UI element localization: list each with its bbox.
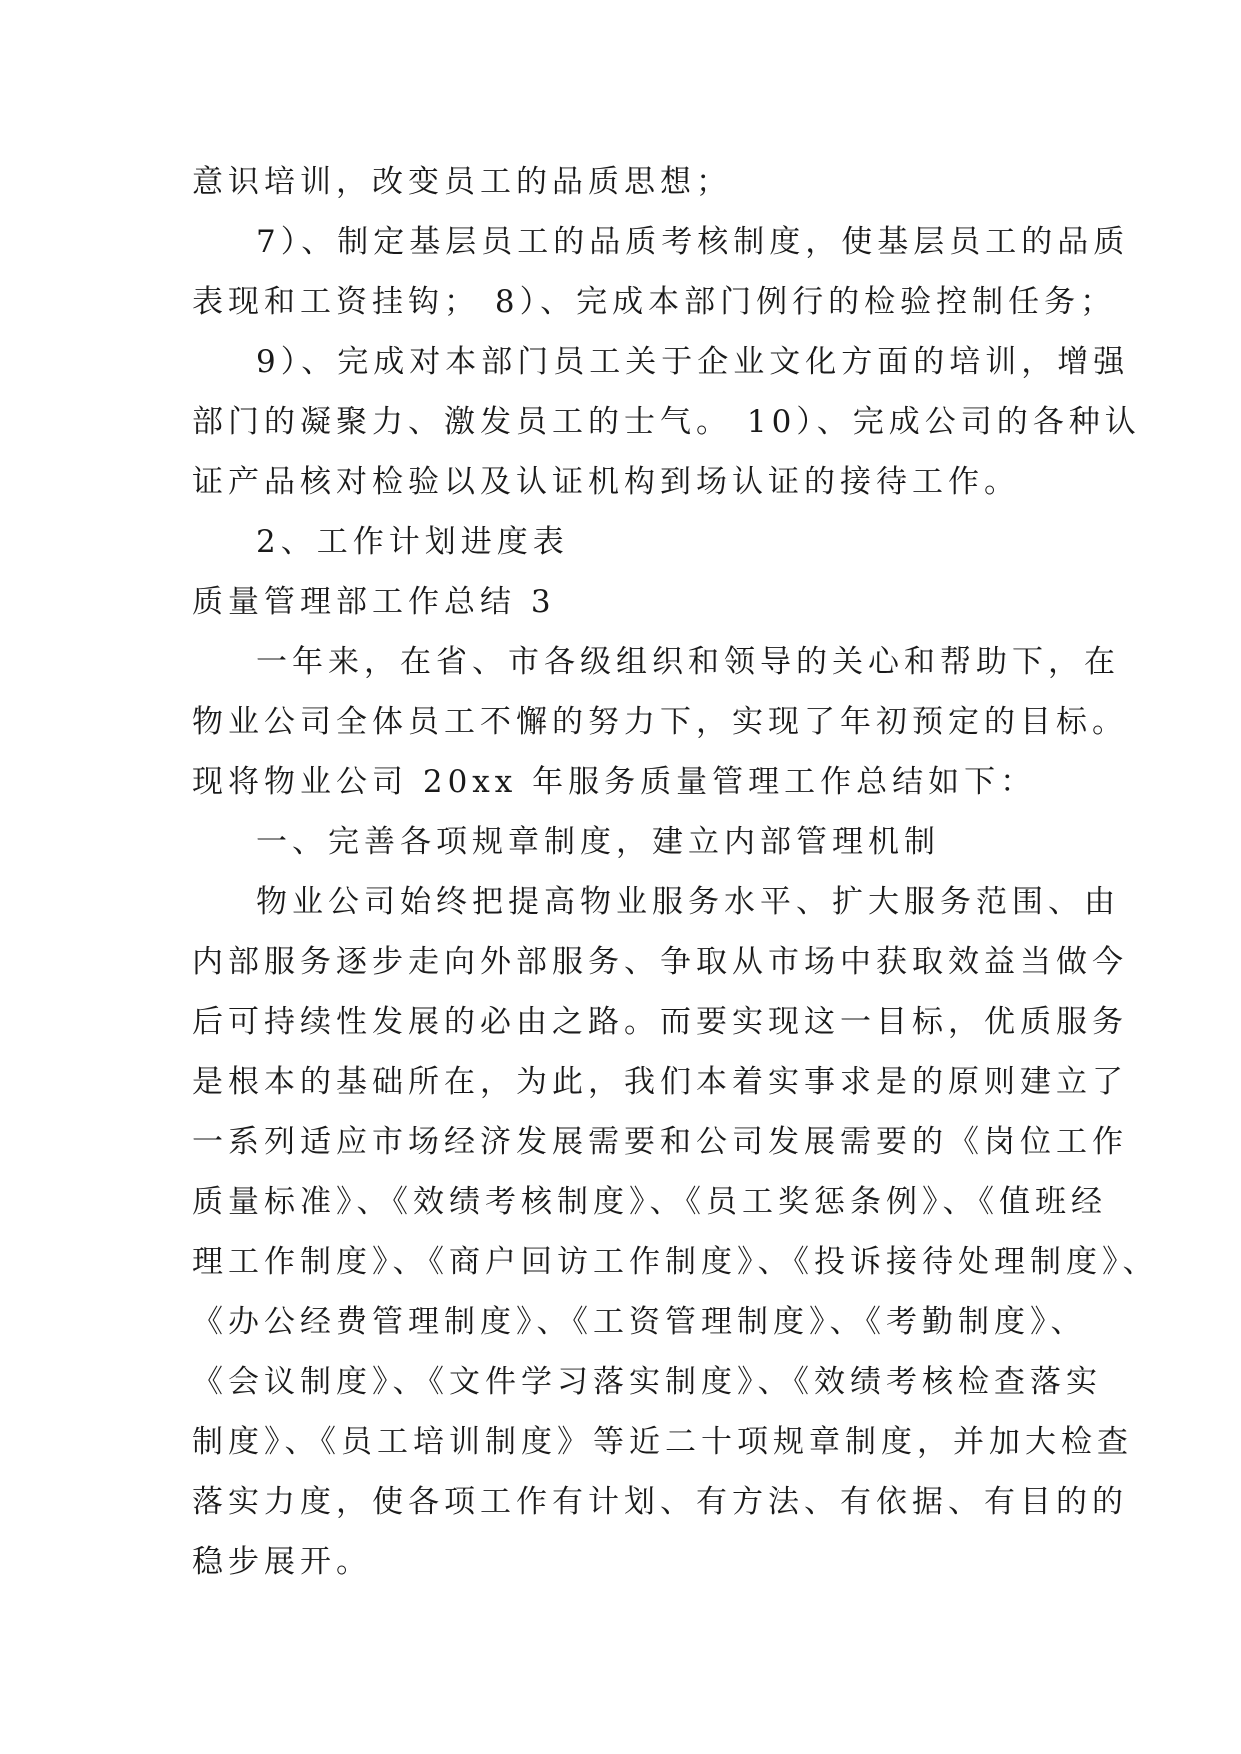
text-line: 理工作制度》、《商户回访工作制度》、《投诉接待处理制度》、 <box>192 1244 1159 1280</box>
text-line: 部门的凝聚力、激发员工的士气。 10）、完成公司的各种认 <box>192 404 1141 440</box>
text-line: 制度》、《员工培训制度》等近二十项规章制度，并加大检查 <box>192 1424 1133 1460</box>
text-line: 意识培训，改变员工的品质思想； <box>192 164 732 200</box>
text-line: 落实力度，使各项工作有计划、有方法、有依据、有目的的 <box>192 1484 1128 1520</box>
list-item-heading: 2、工作计划进度表 <box>256 524 569 560</box>
text-line: 表现和工资挂钩； 8）、完成本部门例行的检验控制任务； <box>192 284 1117 320</box>
text-line: 稳步展开。 <box>192 1544 372 1580</box>
text-line: 一系列适应市场经济发展需要和公司发展需要的《岗位工作 <box>192 1124 1128 1160</box>
subsection-heading: 一、完善各项规章制度，建立内部管理机制 <box>256 824 940 860</box>
text-line: 9）、完成对本部门员工关于企业文化方面的培训，增强 <box>256 344 1130 380</box>
text-line: 物业公司始终把提高物业服务水平、扩大服务范围、由 <box>256 884 1120 920</box>
text-line: 质量标准》、《效绩考核制度》、《员工奖惩条例》、《值班经 <box>192 1184 1107 1220</box>
text-line: 是根本的基础所在，为此，我们本着实事求是的原则建立了 <box>192 1064 1128 1100</box>
text-line: 内部服务逐步走向外部服务、争取从市场中获取效益当做今 <box>192 944 1128 980</box>
text-line: 《办公经费管理制度》、《工资管理制度》、《考勤制度》、 <box>192 1304 1087 1340</box>
text-line: 7）、制定基层员工的品质考核制度，使基层员工的品质 <box>256 224 1130 260</box>
text-line: 物业公司全体员工不懈的努力下，实现了年初预定的目标。 <box>192 704 1128 740</box>
text-line: 后可持续性发展的必由之路。而要实现这一目标，优质服务 <box>192 1004 1128 1040</box>
text-line: 证产品核对检验以及认证机构到场认证的接待工作。 <box>192 464 1020 500</box>
text-line: 现将物业公司 20xx 年服务质量管理工作总结如下： <box>192 764 1037 800</box>
section-title: 质量管理部工作总结 3 <box>192 584 556 620</box>
text-line: 一年来，在省、市各级组织和领导的关心和帮助下，在 <box>256 644 1120 680</box>
text-line: 《会议制度》、《文件学习落实制度》、《效绩考核检查落实 <box>192 1364 1102 1400</box>
